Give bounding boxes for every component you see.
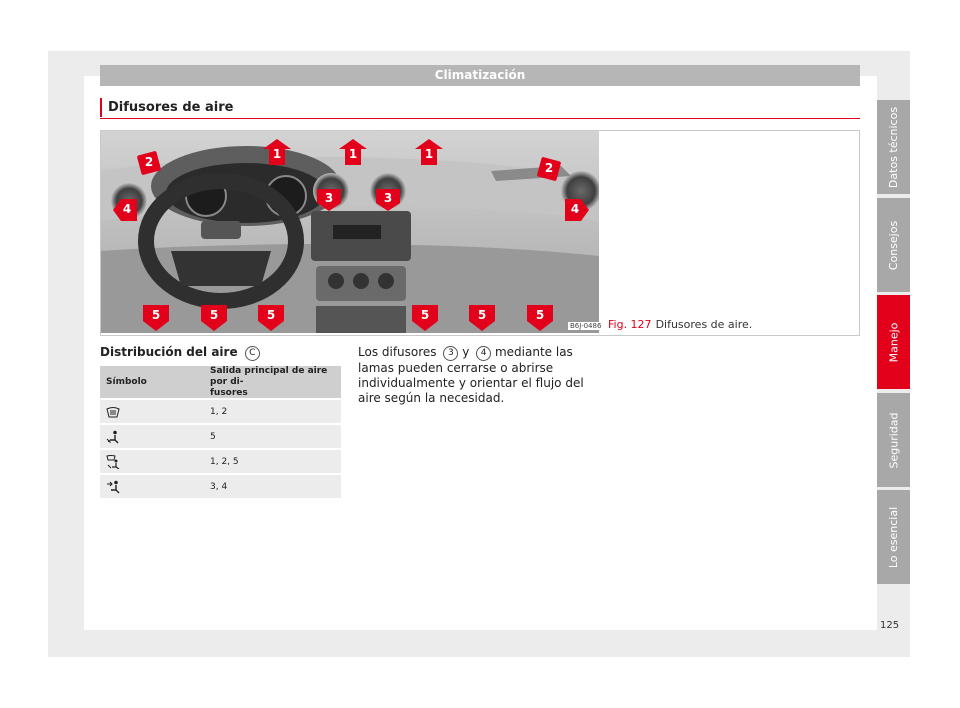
callout-3-left	[317, 189, 341, 211]
distribution-title-text: Distribución del aire	[100, 345, 238, 359]
table-cell-value: 5	[210, 431, 216, 442]
section-marker	[100, 98, 102, 117]
callout-1-left	[263, 139, 291, 165]
reference-badge: C	[245, 346, 260, 361]
reference-badge: 4	[476, 346, 491, 361]
table-cell-value: 3, 4	[210, 481, 228, 492]
tab-label: Consejos	[887, 220, 900, 270]
table-header-outlet: Salida principal de aire por di- fusores	[210, 365, 328, 398]
callout-1-right	[415, 139, 443, 165]
defrost-windshield-icon	[106, 406, 120, 418]
callout-1-center	[339, 139, 367, 165]
table-cell-value: 1, 2, 5	[210, 456, 239, 467]
tab-lo-esencial[interactable]	[877, 490, 910, 584]
tab-label: Manejo	[887, 322, 901, 362]
table-cell-symbol	[100, 406, 204, 418]
callout-number: 5	[209, 308, 219, 322]
figure-label: Fig. 127	[608, 318, 652, 331]
callout-number: 4	[122, 202, 132, 216]
figure-code: B6J-0486	[570, 322, 602, 330]
table-cell-value: 1, 2	[210, 406, 228, 417]
table-row	[100, 475, 341, 498]
table-row	[100, 450, 341, 473]
reference-badge: 3	[443, 346, 458, 361]
callout-3-right	[376, 189, 400, 211]
callout-5-e	[469, 305, 495, 331]
table-row	[100, 425, 341, 448]
callout-5-c	[258, 305, 284, 331]
callout-number: 5	[477, 308, 487, 322]
body-text-2: y	[462, 345, 470, 359]
callout-number: 3	[383, 191, 393, 205]
tab-label: Lo esencial	[887, 506, 900, 568]
tab-label: Seguridad	[887, 412, 900, 468]
dashboard-illustration	[101, 131, 599, 333]
table-cell-symbol	[100, 430, 204, 444]
table-cell-symbol	[100, 455, 204, 469]
footwell-airflow-icon	[106, 430, 120, 444]
callout-5-f	[527, 305, 553, 331]
callout-number: 5	[151, 308, 161, 322]
callout-number: 1	[272, 147, 282, 161]
tab-datos-tecnicos[interactable]	[877, 100, 910, 194]
callout-number: 5	[266, 308, 276, 322]
section-rule	[100, 118, 860, 119]
table-row	[100, 400, 341, 423]
callout-4-right	[565, 199, 589, 221]
defrost-footwell-icon	[106, 455, 120, 469]
table-header-symbol: Símbolo	[106, 377, 147, 387]
callout-number: 3	[324, 191, 334, 205]
callout-number: 2	[144, 155, 154, 169]
callout-number: 2	[544, 161, 554, 175]
tab-manejo[interactable]	[877, 295, 910, 389]
callout-number: 5	[535, 308, 545, 322]
tab-label: Datos técnicos	[887, 106, 900, 188]
callout-number: 1	[348, 147, 358, 161]
body-text-3: mediante las lamas pueden cerrarse o abrirse individualmente y orientar el flujo del aire según la necesidad.	[358, 345, 584, 405]
figure-caption-text: Difusores de aire.	[655, 318, 753, 331]
tab-consejos[interactable]	[877, 198, 910, 292]
distribution-title	[100, 345, 260, 361]
table-cell-symbol	[100, 480, 204, 494]
callout-5-a	[143, 305, 169, 331]
figure-caption	[608, 318, 752, 331]
callout-number: 4	[570, 202, 580, 216]
callout-2-right	[537, 157, 561, 183]
distribution-table	[100, 366, 341, 500]
callout-5-b	[201, 305, 227, 331]
table-header-row	[100, 366, 341, 398]
tab-seguridad[interactable]	[877, 393, 910, 487]
callout-number: 5	[420, 308, 430, 322]
callout-5-d	[412, 305, 438, 331]
body-paragraph	[358, 345, 608, 406]
chapter-header: Climatización	[100, 65, 860, 86]
page-number: 125	[880, 620, 900, 631]
callout-2-left	[137, 151, 161, 177]
section-title: Difusores de aire	[108, 100, 234, 115]
callout-4-left	[113, 199, 137, 221]
body-text-1: Los difusores	[358, 345, 437, 359]
callout-number: 1	[424, 147, 434, 161]
face-airflow-icon	[106, 480, 120, 494]
